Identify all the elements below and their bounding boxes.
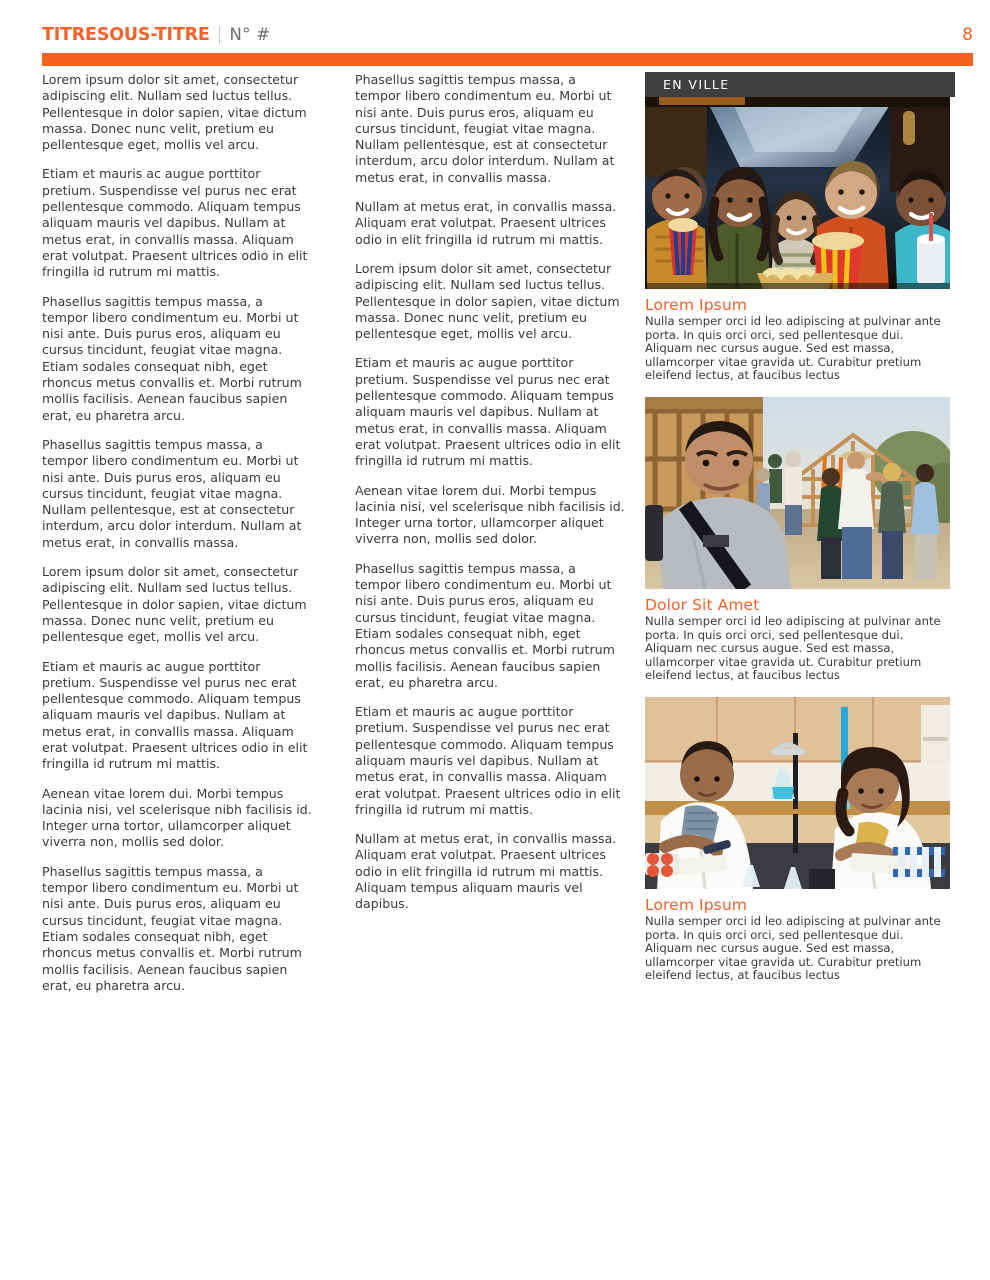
paragraph: Etiam et mauris ac augue porttitor pretium. Suspendisse vel purus nec erat pellentesque commodo. Aliquam tempus aliquam mauris vel dapibus. Nullam at metus erat, in convallis massa. Aliquam erat volutpat. Praesent ultrices odio in elit fringilla id rutrum mi mattis. (42, 658, 308, 772)
figure-block (645, 697, 950, 983)
paragraph: Aenean vitae lorem dui. Morbi tempus lacinia nisi, vel scelerisque nibh facilisis id. Integer urna tortor, ullamcorper aliquet viverra non, mollis sed dolor. (42, 785, 312, 850)
masthead-left (42, 25, 270, 45)
figure-caption: Nulla semper orci id leo adipiscing at pulvinar ante porta. In quis orci orci, sed pellentesque dui. Aliquam nec cursus augue. Sed est massa, ullamcorper vitae gravida ut. Curabitur pretium eleifend lectus, at faucibus lectus (645, 913, 941, 983)
figure-block (645, 397, 950, 683)
construction-site-volunteers-photo (645, 397, 950, 589)
figure-title: Dolor Sit Amet (645, 595, 760, 614)
paragraph: Lorem ipsum dolor sit amet, consectetur adipiscing elit. Nullam sed luctus tellus. Pellentesque in dolor sapien, vitae dictum massa. Donec nunc velit, pretium eu pellentesque eget, mollis vel arcu. (42, 564, 307, 645)
header-accent-rule (42, 53, 973, 66)
figure-caption: Nulla semper orci id leo adipiscing at pulvinar ante porta. In quis orci orci, sed pellentesque dui. Aliquam nec cursus augue. Sed est massa, ullamcorper vitae gravida ut. Curabitur pretium eleifend lectus, at faucibus lectus (645, 314, 941, 383)
figure-block (645, 97, 950, 383)
sidebar (645, 72, 955, 997)
paragraph: Nullam at metus erat, in convallis massa. Aliquam erat volutpat. Praesent ultrices odio in elit fringilla id rutrum mi mattis. (355, 199, 617, 247)
paragraph: Phasellus sagittis tempus massa, a tempor libero condimentum eu. Morbi ut nisi ante. Duis purus eros, aliquam eu cursus tincidunt, feugiat vitae magna. Nullam pellentesque, est at consectetur interdum, arcu dolor interdum. Nullam at metus erat, in convallis massa. (355, 72, 615, 185)
figure-title: Lorem Ipsum (645, 895, 747, 914)
paragraph: Lorem ipsum dolor sit amet, consectetur adipiscing elit. Nullam sed luctus tellus. Pellentesque in dolor sapien, vitae dictum massa. Donec nunc velit, pretium eu pellentesque eget, mollis vel arcu. (355, 260, 620, 342)
figure-title: Lorem Ipsum (645, 296, 747, 314)
paragraph: Phasellus sagittis tempus massa, a tempor libero condimentum eu. Morbi ut nisi ante. Duis purus eros, aliquam eu cursus tincidunt, feugiat vitae magna. Nullam pellentesque, est at consectetur interdum, arcu dolor interdum. Nullam at metus erat, in convallis massa. (42, 436, 302, 550)
publication-title: TITRESOUS-TITRE (42, 25, 210, 45)
paragraph: Etiam et mauris ac augue porttitor pretium. Suspendisse vel purus nec erat pellentesque commodo. Aliquam tempus aliquam mauris vel dapibus. Nullam at metus erat, in convallis massa. Aliquam erat volutpat. Praesent ultrices odio in elit fringilla id rutrum mi mattis. (355, 355, 621, 469)
body-column-1 (42, 72, 312, 1007)
issue-number: N° # (229, 25, 271, 44)
section-label-text: EN VILLE (663, 77, 730, 92)
paragraph: Phasellus sagittis tempus massa, a tempor libero condimentum eu. Morbi ut nisi ante. Duis purus eros, aliquam eu cursus tincidunt, feugiat vitae magna. Etiam sodales consequat nibh, eget rhoncus metus convallis et. Morbi rutrum mollis facilisis. Aenean faucibus sapien erat, eu pharetra arcu. (42, 863, 302, 993)
figure-caption: Nulla semper orci id leo adipiscing at pulvinar ante porta. In quis orci orci, sed pellentesque dui. Aliquam nec cursus augue. Sed est massa, ullamcorper vitae gravida ut. Curabitur pretium eleifend lectus, at faucibus lectus (645, 613, 941, 683)
paragraph: Phasellus sagittis tempus massa, a tempor libero condimentum eu. Morbi ut nisi ante. Duis purus eros, aliquam eu cursus tincidunt, feugiat vitae magna. Etiam sodales consequat nibh, eget rhoncus metus convallis et. Morbi rutrum mollis facilisis. Aenean faucibus sapien erat, eu pharetra arcu. (355, 560, 615, 690)
paragraph: Etiam et mauris ac augue porttitor pretium. Suspendisse vel purus nec erat pellentesque commodo. Aliquam tempus aliquam mauris vel dapibus. Nullam at metus erat, in convallis massa. Aliquam erat volutpat. Praesent ultrices odio in elit fringilla id rutrum mi mattis. (355, 704, 621, 817)
section-label-bar (645, 72, 955, 97)
paragraph: Lorem ipsum dolor sit amet, consectetur adipiscing elit. Nullam sed luctus tellus. Pellentesque in dolor sapien, vitae dictum massa. Donec nunc velit, pretium eu pellentesque eget, mollis vel arcu. (42, 72, 307, 153)
paragraph: Aenean vitae lorem dui. Morbi tempus lacinia nisi, vel scelerisque nibh facilisis id. Integer urna tortor, ullamcorper aliquet viverra non, mollis sed dolor. (355, 482, 625, 547)
paragraph: Etiam et mauris ac augue porttitor pretium. Suspendisse vel purus nec erat pellentesque commodo. Aliquam tempus aliquam mauris vel dapibus. Nullam at metus erat, in convallis massa. Aliquam erat volutpat. Praesent ultrices odio in elit fringilla id rutrum mi mattis. (42, 166, 308, 280)
science-lab-researchers-photo (645, 697, 950, 889)
masthead-separator: | (216, 25, 223, 45)
paragraph: Nullam at metus erat, in convallis massa. Aliquam erat volutpat. Praesent ultrices odio in elit fringilla id rutrum mi mattis. Aliquam tempus aliquam mauris vel dapibus. (355, 831, 617, 912)
body-column-2 (355, 72, 625, 926)
page-number: 8 (962, 25, 973, 45)
cinema-group-with-popcorn-photo (645, 97, 950, 289)
masthead (42, 25, 973, 51)
paragraph: Phasellus sagittis tempus massa, a tempor libero condimentum eu. Morbi ut nisi ante. Duis purus eros, aliquam eu cursus tincidunt, feugiat vitae magna. Etiam sodales consequat nibh, eget rhoncus metus convallis et. Morbi rutrum mollis facilisis. Aenean faucibus sapien erat, eu pharetra arcu. (42, 293, 302, 423)
